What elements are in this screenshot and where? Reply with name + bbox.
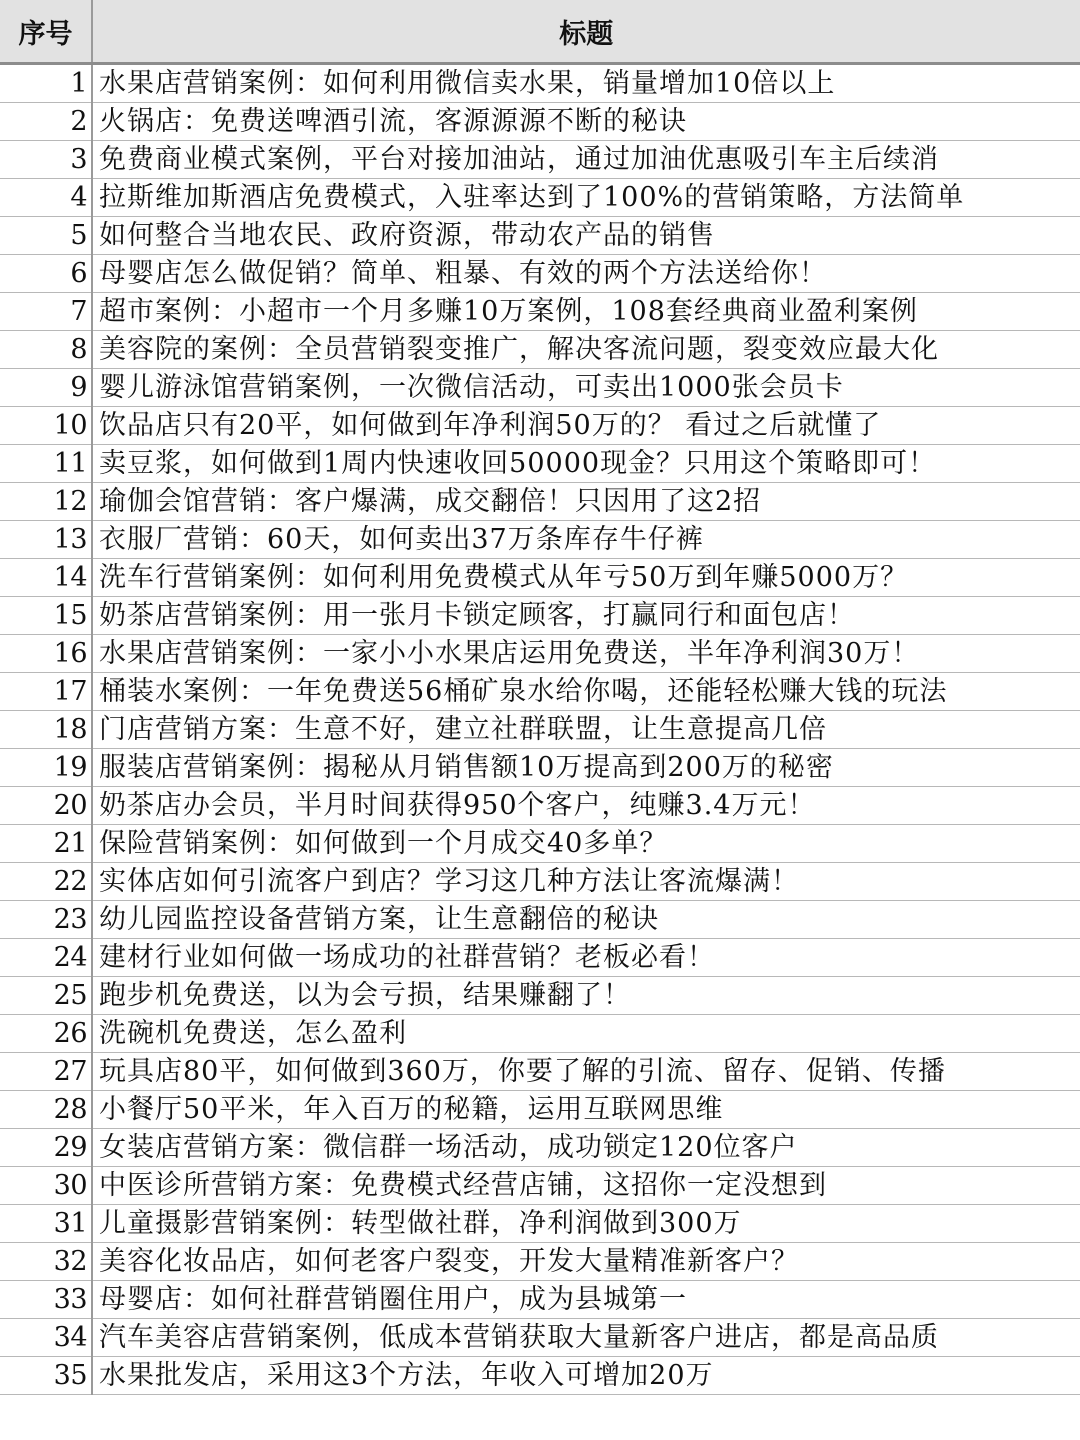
title-cell[interactable]: 火锅店：免费送啤酒引流，客源源源不断的秘诀 (92, 103, 1080, 141)
table-row[interactable] (0, 1091, 1080, 1129)
table-row[interactable] (0, 711, 1080, 749)
table-row[interactable] (0, 1129, 1080, 1167)
title-cell[interactable]: 拉斯维加斯酒店免费模式，入驻率达到了100%的营销策略，方法简单 (92, 179, 1080, 217)
row-number-cell[interactable]: 6 (0, 255, 92, 293)
title-cell[interactable]: 母婴店：如何社群营销圈住用户，成为县城第一 (92, 1281, 1080, 1319)
table-row[interactable] (0, 749, 1080, 787)
row-number-cell[interactable]: 7 (0, 293, 92, 331)
table-row[interactable] (0, 1281, 1080, 1319)
row-number-cell[interactable]: 20 (0, 787, 92, 825)
row-number-cell[interactable]: 34 (0, 1319, 92, 1357)
title-cell[interactable]: 幼儿园监控设备营销方案，让生意翻倍的秘诀 (92, 901, 1080, 939)
title-cell[interactable]: 中医诊所营销方案：免费模式经营店铺，这招你一定没想到 (92, 1167, 1080, 1205)
table-row[interactable] (0, 635, 1080, 673)
table-row[interactable] (0, 1205, 1080, 1243)
row-number-cell[interactable]: 32 (0, 1243, 92, 1281)
table-row[interactable] (0, 255, 1080, 293)
row-number-cell[interactable]: 31 (0, 1205, 92, 1243)
title-cell[interactable]: 水果店营销案例：一家小小水果店运用免费送，半年净利润30万！ (92, 635, 1080, 673)
title-cell[interactable]: 美容化妆品店，如何老客户裂变，开发大量精准新客户？ (92, 1243, 1080, 1281)
table-row[interactable] (0, 1357, 1080, 1395)
row-number-cell[interactable]: 19 (0, 749, 92, 787)
table-row[interactable] (0, 64, 1080, 103)
row-number-cell[interactable]: 21 (0, 825, 92, 863)
table-row[interactable] (0, 901, 1080, 939)
table-row[interactable] (0, 141, 1080, 179)
table-row[interactable] (0, 293, 1080, 331)
row-number-cell[interactable]: 13 (0, 521, 92, 559)
row-number-cell[interactable]: 17 (0, 673, 92, 711)
title-cell[interactable]: 如何整合当地农民、政府资源，带动农产品的销售 (92, 217, 1080, 255)
title-cell[interactable]: 实体店如何引流客户到店？学习这几种方法让客流爆满！ (92, 863, 1080, 901)
title-cell[interactable]: 洗车行营销案例：如何利用免费模式从年亏50万到年赚5000万？ (92, 559, 1080, 597)
table-row[interactable] (0, 179, 1080, 217)
title-cell[interactable]: 跑步机免费送，以为会亏损，结果赚翻了！ (92, 977, 1080, 1015)
row-number-cell[interactable]: 1 (0, 64, 92, 103)
title-cell[interactable]: 母婴店怎么做促销？简单、粗暴、有效的两个方法送给你！ (92, 255, 1080, 293)
table-row[interactable] (0, 597, 1080, 635)
title-cell[interactable]: 奶茶店办会员，半月时间获得950个客户，纯赚3.4万元！ (92, 787, 1080, 825)
row-number-cell[interactable]: 26 (0, 1015, 92, 1053)
title-cell[interactable]: 水果店营销案例：如何利用微信卖水果，销量增加10倍以上 (92, 64, 1080, 103)
row-number-cell[interactable]: 25 (0, 977, 92, 1015)
column-header-no[interactable]: 序号 (0, 0, 92, 64)
row-number-cell[interactable]: 16 (0, 635, 92, 673)
table-row[interactable] (0, 217, 1080, 255)
row-number-cell[interactable]: 33 (0, 1281, 92, 1319)
row-number-cell[interactable]: 11 (0, 445, 92, 483)
title-cell[interactable]: 水果批发店，采用这3个方法，年收入可增加20万 (92, 1357, 1080, 1395)
title-cell[interactable]: 桶装水案例：一年免费送56桶矿泉水给你喝，还能轻松赚大钱的玩法 (92, 673, 1080, 711)
table-row[interactable] (0, 445, 1080, 483)
row-number-cell[interactable]: 30 (0, 1167, 92, 1205)
row-number-cell[interactable]: 29 (0, 1129, 92, 1167)
table-body (0, 64, 1080, 1395)
table-row[interactable] (0, 1015, 1080, 1053)
row-number-cell[interactable]: 27 (0, 1053, 92, 1091)
table-row[interactable] (0, 825, 1080, 863)
row-number-cell[interactable]: 9 (0, 369, 92, 407)
row-number-cell[interactable]: 3 (0, 141, 92, 179)
title-cell[interactable]: 奶茶店营销案例：用一张月卡锁定顾客，打赢同行和面包店！ (92, 597, 1080, 635)
table-row[interactable] (0, 483, 1080, 521)
row-number-cell[interactable]: 12 (0, 483, 92, 521)
row-number-cell[interactable]: 4 (0, 179, 92, 217)
title-cell[interactable]: 服装店营销案例：揭秘从月销售额10万提高到200万的秘密 (92, 749, 1080, 787)
title-cell[interactable]: 卖豆浆，如何做到1周内快速收回50000现金？只用这个策略即可！ (92, 445, 1080, 483)
row-number-cell[interactable]: 18 (0, 711, 92, 749)
table-row[interactable] (0, 863, 1080, 901)
row-number-cell[interactable]: 28 (0, 1091, 92, 1129)
title-cell[interactable]: 洗碗机免费送，怎么盈利 (92, 1015, 1080, 1053)
row-number-cell[interactable]: 10 (0, 407, 92, 445)
table-row[interactable] (0, 103, 1080, 141)
title-cell[interactable]: 小餐厅50平米，年入百万的秘籍，运用互联网思维 (92, 1091, 1080, 1129)
title-cell[interactable]: 瑜伽会馆营销：客户爆满，成交翻倍！只因用了这2招 (92, 483, 1080, 521)
title-cell[interactable]: 建材行业如何做一场成功的社群营销？老板必看！ (92, 939, 1080, 977)
title-cell[interactable]: 饮品店只有20平，如何做到年净利润50万的？ 看过之后就懂了 (92, 407, 1080, 445)
title-cell[interactable]: 美容院的案例：全员营销裂变推广，解决客流问题，裂变效应最大化 (92, 331, 1080, 369)
column-header-title[interactable]: 标题 (92, 0, 1080, 64)
title-cell[interactable]: 超市案例：小超市一个月多赚10万案例，108套经典商业盈利案例 (92, 293, 1080, 331)
title-cell[interactable]: 衣服厂营销：60天，如何卖出37万条库存牛仔裤 (92, 521, 1080, 559)
table-row[interactable] (0, 1319, 1080, 1357)
table-row[interactable] (0, 369, 1080, 407)
row-number-cell[interactable]: 35 (0, 1357, 92, 1395)
table-row[interactable] (0, 1243, 1080, 1281)
row-number-cell[interactable]: 22 (0, 863, 92, 901)
title-cell[interactable]: 儿童摄影营销案例：转型做社群，净利润做到300万 (92, 1205, 1080, 1243)
title-cell[interactable]: 门店营销方案：生意不好，建立社群联盟，让生意提高几倍 (92, 711, 1080, 749)
table-row[interactable] (0, 1167, 1080, 1205)
table-row[interactable] (0, 939, 1080, 977)
row-number-cell[interactable]: 5 (0, 217, 92, 255)
title-cell[interactable]: 汽车美容店营销案例，低成本营销获取大量新客户进店，都是高品质 (92, 1319, 1080, 1357)
table-row[interactable] (0, 407, 1080, 445)
row-number-cell[interactable]: 8 (0, 331, 92, 369)
title-cell[interactable]: 保险营销案例：如何做到一个月成交40多单？ (92, 825, 1080, 863)
header-row (0, 0, 1080, 64)
row-number-cell[interactable]: 23 (0, 901, 92, 939)
title-cell[interactable]: 免费商业模式案例，平台对接加油站，通过加油优惠吸引车主后续消 (92, 141, 1080, 179)
row-number-cell[interactable]: 15 (0, 597, 92, 635)
row-number-cell[interactable]: 2 (0, 103, 92, 141)
table-row[interactable] (0, 977, 1080, 1015)
title-cell[interactable]: 玩具店80平，如何做到360万，你要了解的引流、留存、促销、传播 (92, 1053, 1080, 1091)
title-cell[interactable]: 婴儿游泳馆营销案例，一次微信活动，可卖出1000张会员卡 (92, 369, 1080, 407)
row-number-cell[interactable]: 24 (0, 939, 92, 977)
table-row[interactable] (0, 673, 1080, 711)
table-row[interactable] (0, 559, 1080, 597)
table-row[interactable] (0, 787, 1080, 825)
table-row[interactable] (0, 1053, 1080, 1091)
title-cell[interactable]: 女装店营销方案：微信群一场活动，成功锁定120位客户 (92, 1129, 1080, 1167)
table-row[interactable] (0, 521, 1080, 559)
table-row[interactable] (0, 331, 1080, 369)
row-number-cell[interactable]: 14 (0, 559, 92, 597)
